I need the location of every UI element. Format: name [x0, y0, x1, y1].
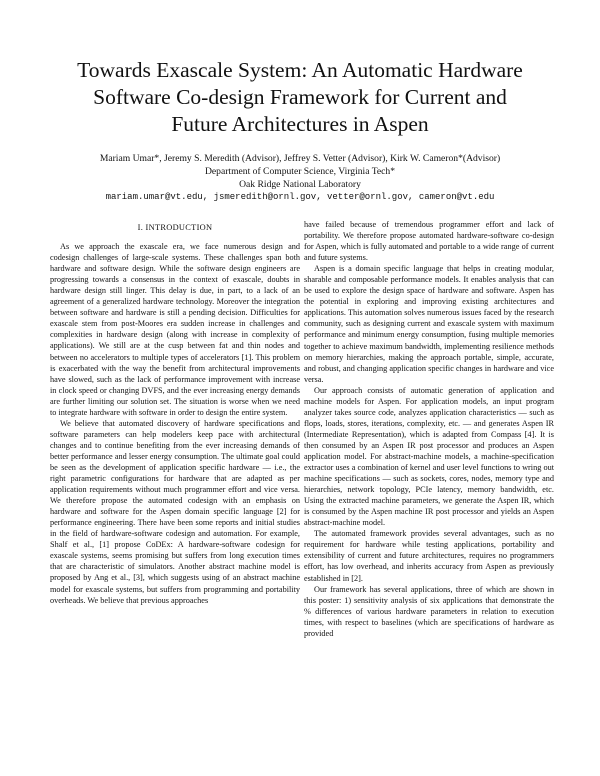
affiliation-virginia-tech: Department of Computer Science, Virginia Tech*: [204, 166, 396, 177]
author-emails: mariam.umar@vt.edu, jsmeredith@ornl.gov, vetter@ornl.gov, cameron@vt.edu: [105, 192, 495, 202]
title-line-3: Future Architectures in Aspen: [171, 112, 429, 136]
paper-title: [20, 57, 580, 138]
left-column: [50, 222, 300, 606]
right-column: [304, 219, 554, 639]
right-paragraph-2: Aspen is a domain specific language that helps in creating modular, sharable and composable performance models. It enables analysis that can be used to explore the design space of hardware and software. Aspen has the potential in exploring and improving existing architectures and applications. This automation solves numerous issues faced by the research community, such as designing current and exascale system with maximum performance and minimum energy consumption, fusing multiple memories together to achieve maximum bandwidth, implementing resilience methods on memory hierarchies, making the approach portable, simple, accurate, and robust, and changing application specific changes in hardware and vice versa.: [304, 264, 554, 384]
right-paragraph-3: Our approach consists of automatic generation of application and machine models for Aspen. For application models, an input program analyzer takes source code, analyzes application characteristics — such as flops, loads, stores, iterations, complexity, etc. — and generates Aspen IR (Intermediate Representation), which is adapted from Compass [4]. It is then consumed by an Aspen IR post processor and produces an Aspen application model. For abstract-machine models, a machine-specification extractor uses a combination of kernel and user level functions to wring out machine specifications — such as sockets, cores, nodes, memory type and hierarchies, network topology, PCIe latency, memory bandwidth, etc. Using the extracted machine parameters, we generate the Aspen IR, which is consumed by the Aspen machine IR post processor and yields an Aspen abstract-machine model.: [304, 385, 554, 528]
left-paragraph-1: As we approach the exascale era, we face numerous design and codesign challenges of large-scale systems. These challenges span both hardware and software design. While the software design engineers are progressing towards a consensus in the context of exascale, doubts in hardware design still linger. This delay is due, in part, to a lack of an agreement of a generalized hardware technology. Moreover the integration between software and hardware is still a pending decision. Difficulties for exascale stem from post-Moores era sudden increase in challenges and complexities in hardware design (along with increase in complexity of applications). We still are at the cusp between fat and thin nodes and between no accelerators to multiple types of accelerators [1]. This problem is exacerbated with the way the benefit from architectural improvements have slowed, such as the lack of performance improvement with increase in clock speed or changing DVFS, and the ever increasing energy demands are further limiting our solution set. The situation is worse when we need to integrate hardware with software in order to design the entire system.: [50, 242, 300, 417]
affiliation-ornl: Oak Ridge National Laboratory: [239, 179, 361, 190]
author-block: [10, 152, 590, 204]
author-list: Mariam Umar*, Jeremy S. Meredith (Advisor), Jeffrey S. Vetter (Advisor), Kirk W. Cameron*(Advisor): [99, 153, 501, 164]
right-paragraph-5: Our framework has several applications, three of which are shown in this poster: 1) sensitivity analysis of six applications that demonstrate the % differences of various hardware parameters in relation to execution times, with respect to baselines (which are specifications of hardware as provided: [304, 584, 554, 638]
title-line-1: Towards Exascale System: An Automatic Hardware: [77, 58, 523, 82]
right-paragraph-4: The automated framework provides several advantages, such as no requirement for hardware while testing applications, portability and extensibility of current and future architectures, requires no programmers effort, has low overhead, and inherits accuracy from Aspen as previously established in [2].: [304, 529, 554, 583]
title-line-2: Software Co-design Framework for Current and: [93, 85, 507, 109]
right-paragraph-1: have failed because of tremendous programmer effort and lack of portability. We therefore propose automated hardware-software co-design for Aspen, which is fully automated and portable to a wide range of current and future systems.: [304, 220, 554, 263]
left-paragraph-2: We believe that automated discovery of hardware specifications and software parameters can help modelers keep pace with architectural changes and to continue benefiting from the ever increasing demands of better performance and lesser energy consumption. The ultimate goal could be seen as the development of application specific hardware — i.e., the right parametric configurations for hardware that are adapted as per application requirements without much programmer effort and vice versa. We therefore propose the automated codesign with an emphasis on hardware and software for the Aspen domain specific language [2] for performance engineering. There have been some reports and initial studies in the field of hardware-software codesign and automation. For example, Shalf et al., [1] propose CoDEx: A hardware-software codesign for exascale systems, seems promising but suffers from long execution times that are characteristic of simulators. Another abstract machine model is proposed by Ang et al., [3], which suggests using of an abstract machine model for exascale systems, but suffers from programming and portability overheads. We believe that previous approaches: [50, 418, 300, 605]
section-heading: I. INTRODUCTION: [137, 223, 213, 232]
